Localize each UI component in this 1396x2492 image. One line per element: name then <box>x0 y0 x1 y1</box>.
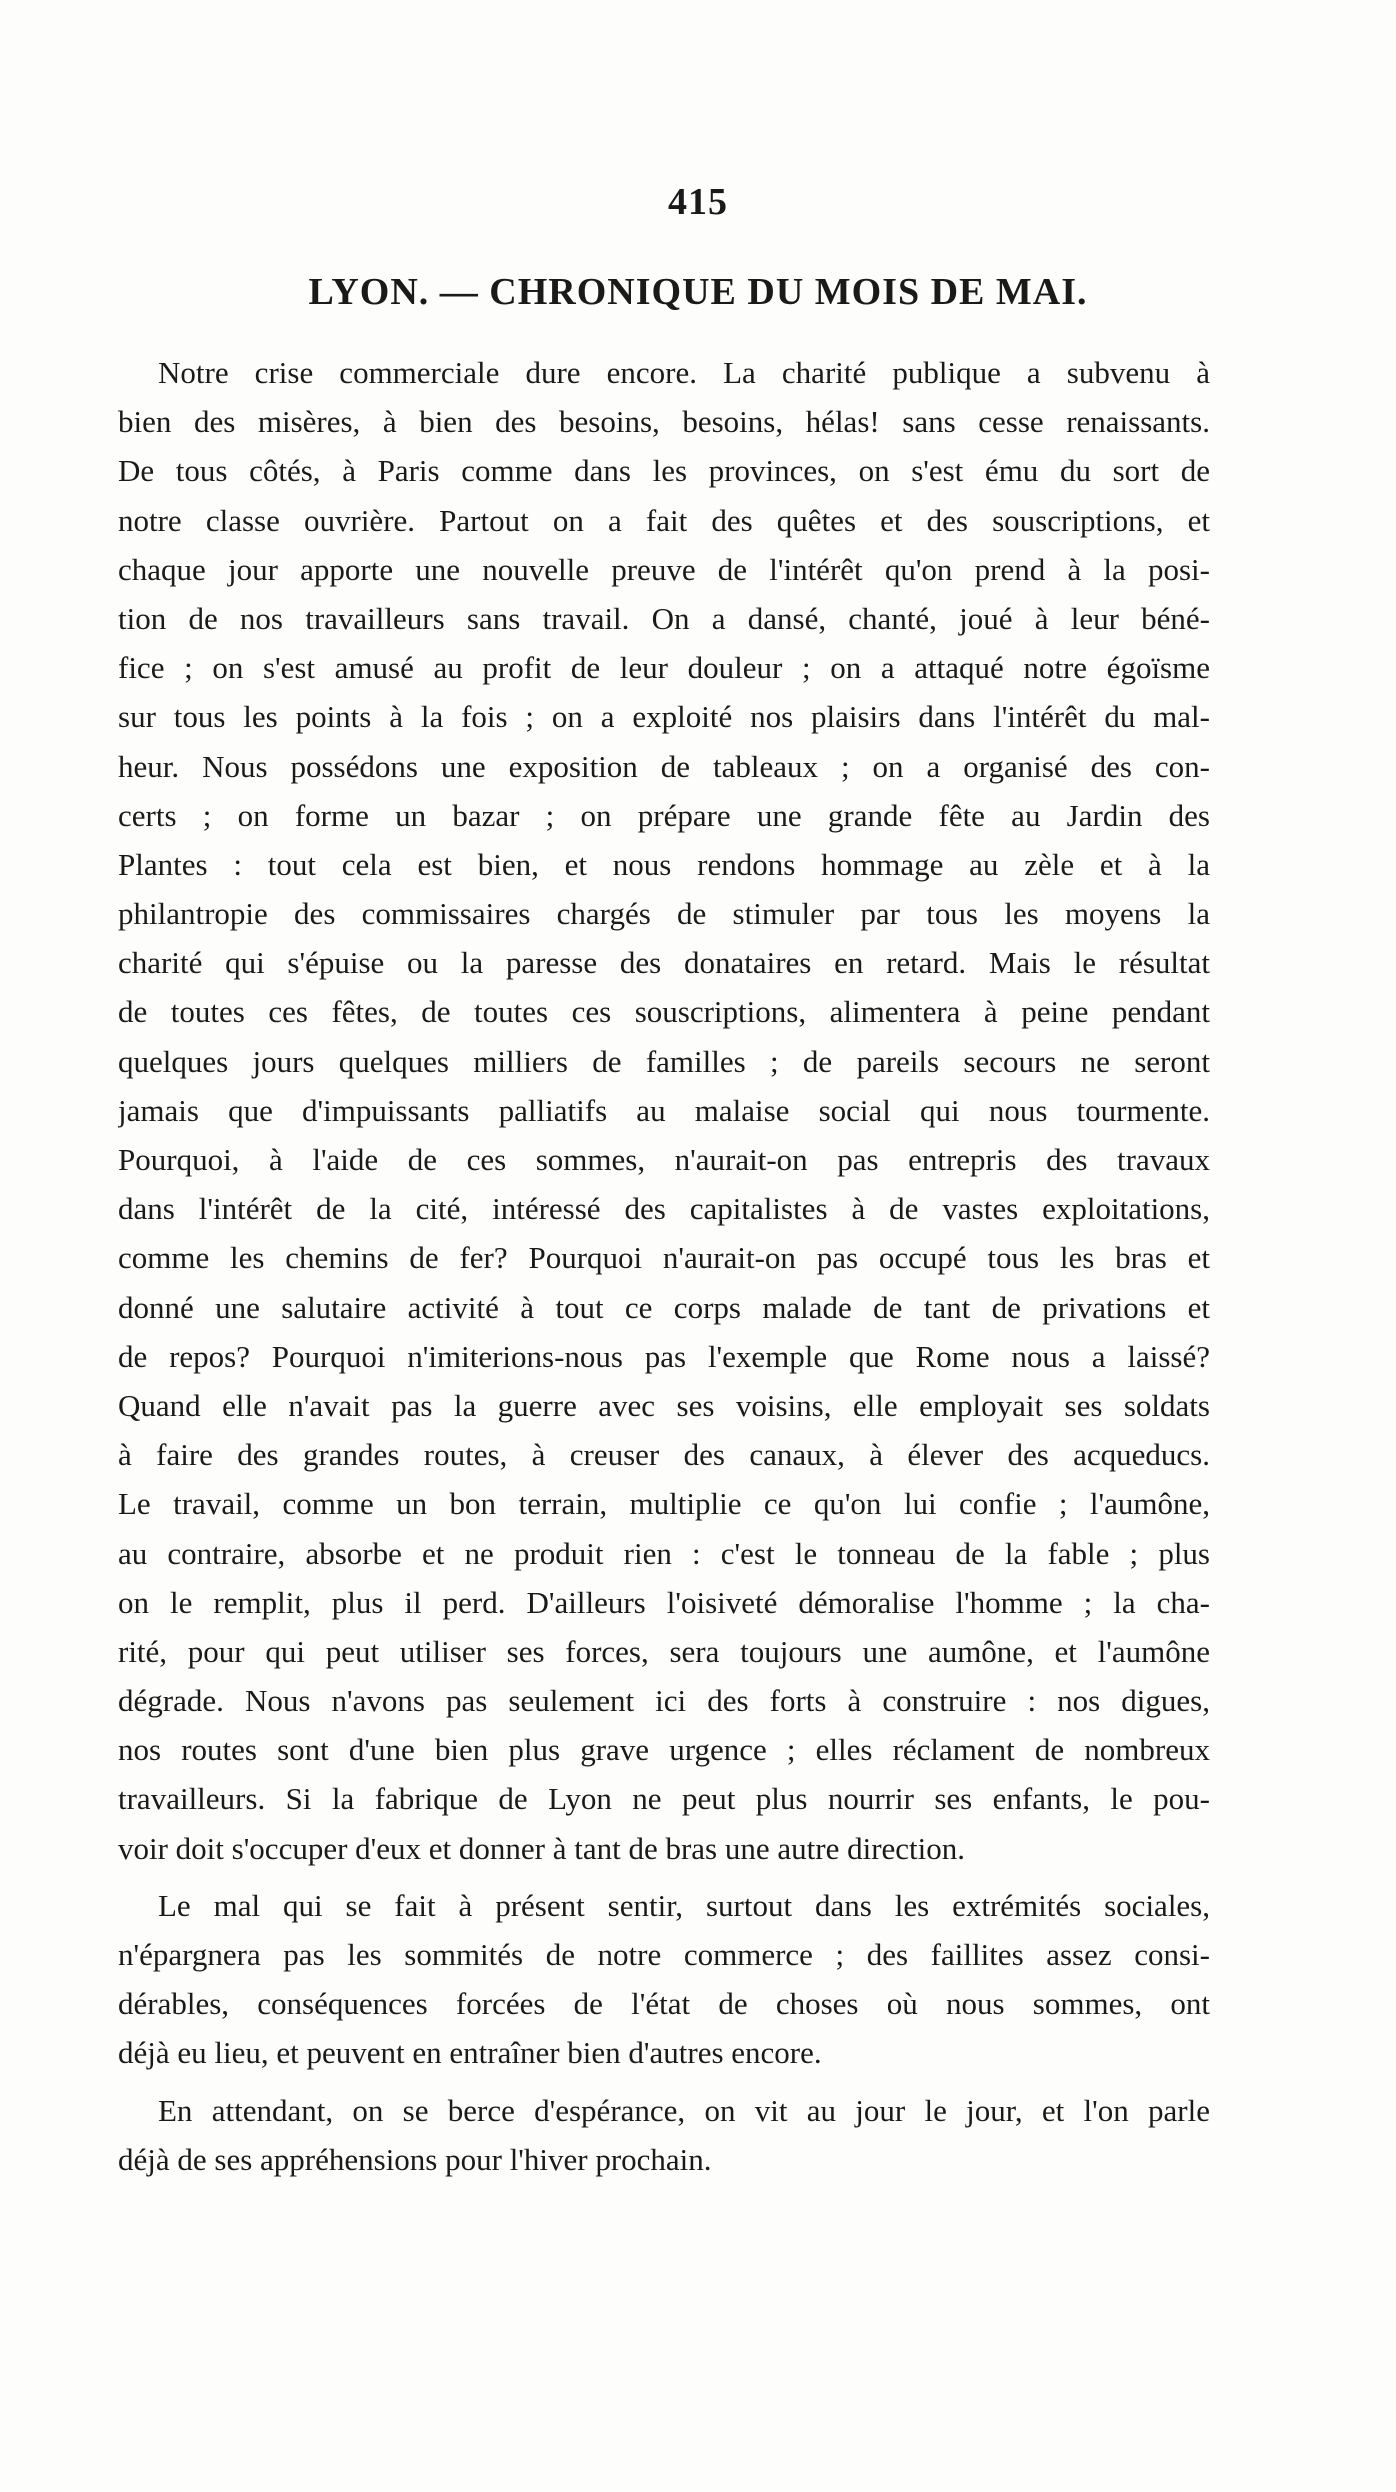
text-line: De tous côtés, à Paris comme dans les provinces, on s'est ému du sort de <box>118 453 1210 489</box>
text-line: En attendant, on se berce d'espérance, on vit au jour le jour, et l'on parle <box>158 2092 1210 2128</box>
page-number: 415 <box>668 181 728 223</box>
text-line: Plantes : tout cela est bien, et nous rendons hommage au zèle et à la <box>118 846 1210 882</box>
paragraph-spacer <box>118 2078 1210 2086</box>
text-line: de toutes ces fêtes, de toutes ces souscriptions, alimentera à peine pendant <box>118 994 1210 1030</box>
text-line: Notre crise commerciale dure encore. La charité publique a subvenu à <box>158 355 1210 390</box>
text-line: au contraire, absorbe et ne produit rien : c'est le tonneau de la fable ; plus <box>118 1535 1210 1571</box>
text-line: tion de nos travailleurs sans travail. On a dansé, chanté, joué à leur béné- <box>118 600 1210 636</box>
text-line: comme les chemins de fer? Pourquoi n'aurait-on pas occupé tous les bras et <box>118 1240 1210 1276</box>
text-line: donné une salutaire activité à tout ce corps malade de tant de privations et <box>118 1289 1210 1325</box>
text-line: déjà eu lieu, et peuvent en entraîner bien d'autres encore. <box>118 2035 822 2071</box>
text-line: chaque jour apporte une nouvelle preuve de l'intérêt qu'on prend à la posi- <box>118 551 1210 587</box>
text-line: de repos? Pourquoi n'imiterions-nous pas l'exemple que Rome nous a laissé? <box>118 1338 1210 1374</box>
text-line: philantropie des commissaires chargés de stimuler par tous les moyens la <box>118 896 1210 932</box>
text-line: notre classe ouvrière. Partout on a fait des quêtes et des souscriptions, et <box>118 502 1210 538</box>
article-title: LYON. — CHRONIQUE DU MOIS DE MAI. <box>308 271 1088 313</box>
text-line: voir doit s'occuper d'eux et donner à tant de bras une autre direction. <box>118 1830 966 1866</box>
paragraph-spacer <box>118 1873 1210 1881</box>
text-line: nos routes sont d'une bien plus grave urgence ; elles réclament de nombreux <box>118 1732 1210 1768</box>
text-line: heur. Nous possédons une exposition de tableaux ; on a organisé des con- <box>118 748 1210 784</box>
text-line: déjà de ses appréhensions pour l'hiver prochain. <box>118 2141 712 2177</box>
text-line: certs ; on forme un bazar ; on prépare une grande fête au Jardin des <box>118 797 1210 833</box>
text-line: quelques jours quelques milliers de familles ; de pareils secours ne seront <box>118 1043 1210 1079</box>
text-line: fice ; on s'est amusé au profit de leur douleur ; on a attaqué notre égoïsme <box>118 650 1210 686</box>
text-line: Pourquoi, à l'aide de ces sommes, n'aurait-on pas entrepris des travaux <box>118 1142 1210 1177</box>
text-line: sur tous les points à la fois ; on a exploité nos plaisirs dans l'intérêt du mal- <box>118 699 1210 735</box>
text-line: à faire des grandes routes, à creuser des canaux, à élever des acqueducs. <box>118 1437 1210 1473</box>
text-line: dérables, conséquences forcées de l'état de choses où nous sommes, ont <box>118 1986 1210 2022</box>
article-body <box>118 348 1210 2184</box>
text-line: jamais que d'impuissants palliatifs au malaise social qui nous tourmente. <box>118 1092 1210 1128</box>
text-line: rité, pour qui peut utiliser ses forces, sera toujours une aumône, et l'aumône <box>118 1633 1210 1669</box>
text-line: charité qui s'épuise ou la paresse des donataires en retard. Mais le résultat <box>118 945 1210 981</box>
text-line: on le remplit, plus il perd. D'ailleurs l'oisiveté démoralise l'homme ; la cha- <box>118 1584 1210 1620</box>
text-line: Quand elle n'avait pas la guerre avec ses voisins, elle employait ses soldats <box>118 1387 1210 1423</box>
paragraph-2 <box>118 1881 1210 2078</box>
text-line: travailleurs. Si la fabrique de Lyon ne peut plus nourrir ses enfants, le pou- <box>118 1781 1210 1817</box>
paragraph-1 <box>118 348 1210 1873</box>
text-line: Le travail, comme un bon terrain, multiplie ce qu'on lui confie ; l'aumône, <box>118 1486 1210 1522</box>
text-line: n'épargnera pas les sommités de notre commerce ; des faillites assez consi- <box>118 1937 1210 1972</box>
paragraph-3 <box>118 2086 1210 2184</box>
text-line: dans l'intérêt de la cité, intéressé des capitalistes à de vastes exploitations, <box>118 1191 1210 1227</box>
text-line: bien des misères, à bien des besoins, besoins, hélas! sans cesse renaissants. <box>118 404 1210 440</box>
text-line: Le mal qui se fait à présent sentir, surtout dans les extrémités sociales, <box>158 1887 1210 1923</box>
text-line: dégrade. Nous n'avons pas seulement ici des forts à construire : nos digues, <box>118 1683 1210 1719</box>
